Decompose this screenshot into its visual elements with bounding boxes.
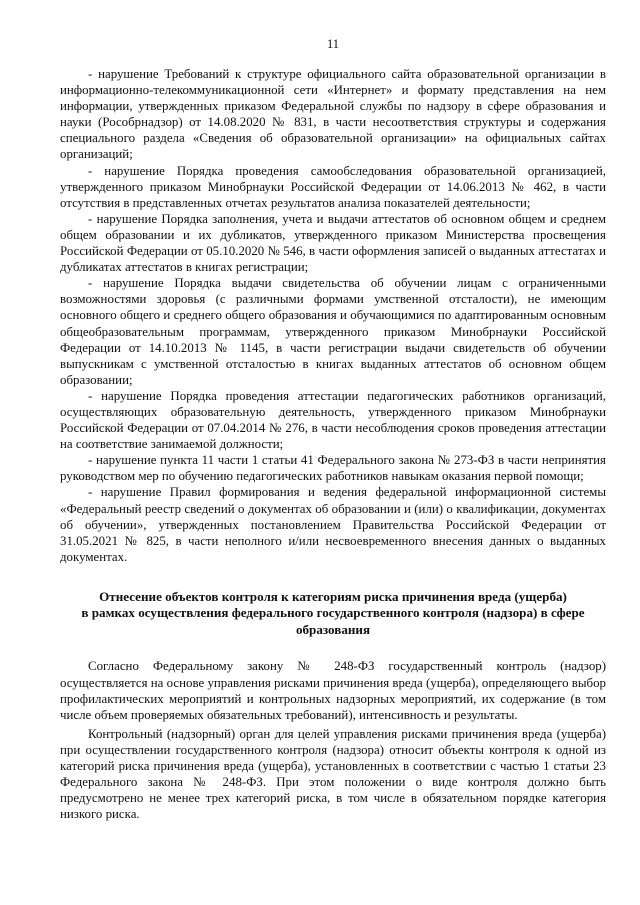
violation-item-4: - нарушение Порядка выдачи свидетельства об обучении лицам с ограниченными возможностями здоровья (с различными формами умственной отсталости), не имеющим основного общего и среднего общего образования и обучающимися по адаптированным основным общеобразовательным программам, утвержденного приказом Минобрнауки Российской Федерации от 14.10.2013 № 1145, в части регистрации выдачи свидетельств об обучении выпускникам с умственной отсталостью в книгах выданных аттестатов об основном общем образовании; [60,276,606,387]
section-heading [60,589,606,639]
violation-item-1: - нарушение Требований к структуре официального сайта образовательной организации в информационно-телекоммуникационной сети «Интернет» и формату представления на нем информации, утвержденных приказом Федеральной службы по надзору в сфере образования и науки (Рособрнадзор) от 14.08.2020 № 831, в части несоответствия структуры и содержания специального раздела «Сведения об образовательной организации» на официальных сайтах организаций; [60,67,606,162]
violation-item-3: - нарушение Порядка заполнения, учета и выдачи аттестатов об основном общем и среднем общем образовании и их дубликатов, утвержденного приказом Министерства просвещения Российской Федерации от 05.10.2020 № 546, в части оформления записей о выданных аттестатах и дубликатах аттестатов в книгах регистрации; [60,211,606,275]
section-heading-line-1: Отнесение объектов контроля к категориям риска причинения вреда (ущерба) [99,588,567,604]
violation-item-6: - нарушение пункта 11 части 1 статьи 41 Федерального закона № 273-ФЗ в части непринятия руководством мер по обучению педагогических работников навыкам оказания первой помощи; [60,453,606,484]
violation-item-7: - нарушение Правил формирования и ведения федеральной информационной системы «Федеральный реестр сведений о документах об образовании и (или) о квалификации, документах об обучении», утвержденных постановлением Правительства Российской Федерации от 31.05.2021 № 825, в части неполного и/или несвоевременного внесения данных о выданных документах. [60,485,606,564]
violation-item-5: - нарушение Порядка проведения аттестации педагогических работников организаций, осуществляющих образовательную деятельность, утвержденного приказом Минобрнауки Российской Федерации от 07.04.2014 № 276, в части несоблюдения сроков проведения аттестации на соответствие занимаемой должности; [60,388,606,452]
violation-item-2: - нарушение Порядка проведения самообследования образовательной организацией, утвержденного приказом Минобрнауки Российской Федерации от 14.06.2013 № 462, в части отсутствия в представленных отчетах результатов анализа показателей деятельности; [60,163,606,210]
violations-list [60,66,606,565]
section-paragraph-2: Контрольный (надзорный) орган для целей управления рисками причинения вреда (ущерба) при осуществлении государственного контроля (надзора) относит объекты контроля к одной из категорий риска причинения вреда (ущерба), установленных в соответствии с частью 1 статьи 23 Федерального закона № 248-ФЗ. При этом положении о виде контроля должно быть предусмотрено не менее трех категорий риска, в том числе в обязательном порядке категория низкого риска. [60,726,606,822]
document-page [60,36,606,825]
section-paragraph-1: Согласно Федеральному закону № 248-ФЗ государственный контроль (надзор) осуществляется на основе управления рисками причинения вреда (ущерба), определяющего выбор профилактических мероприятий и контрольных надзорных мероприятий, их содержание (в том числе объем проверяемых обязательных требований), интенсивность и результаты. [60,659,606,722]
section-heading-line-3: образования [295,621,371,637]
section-heading-line-2: в рамках осуществления федерального государственного контроля (надзора) в сфере [81,605,585,621]
page-number: 11 [326,37,340,51]
